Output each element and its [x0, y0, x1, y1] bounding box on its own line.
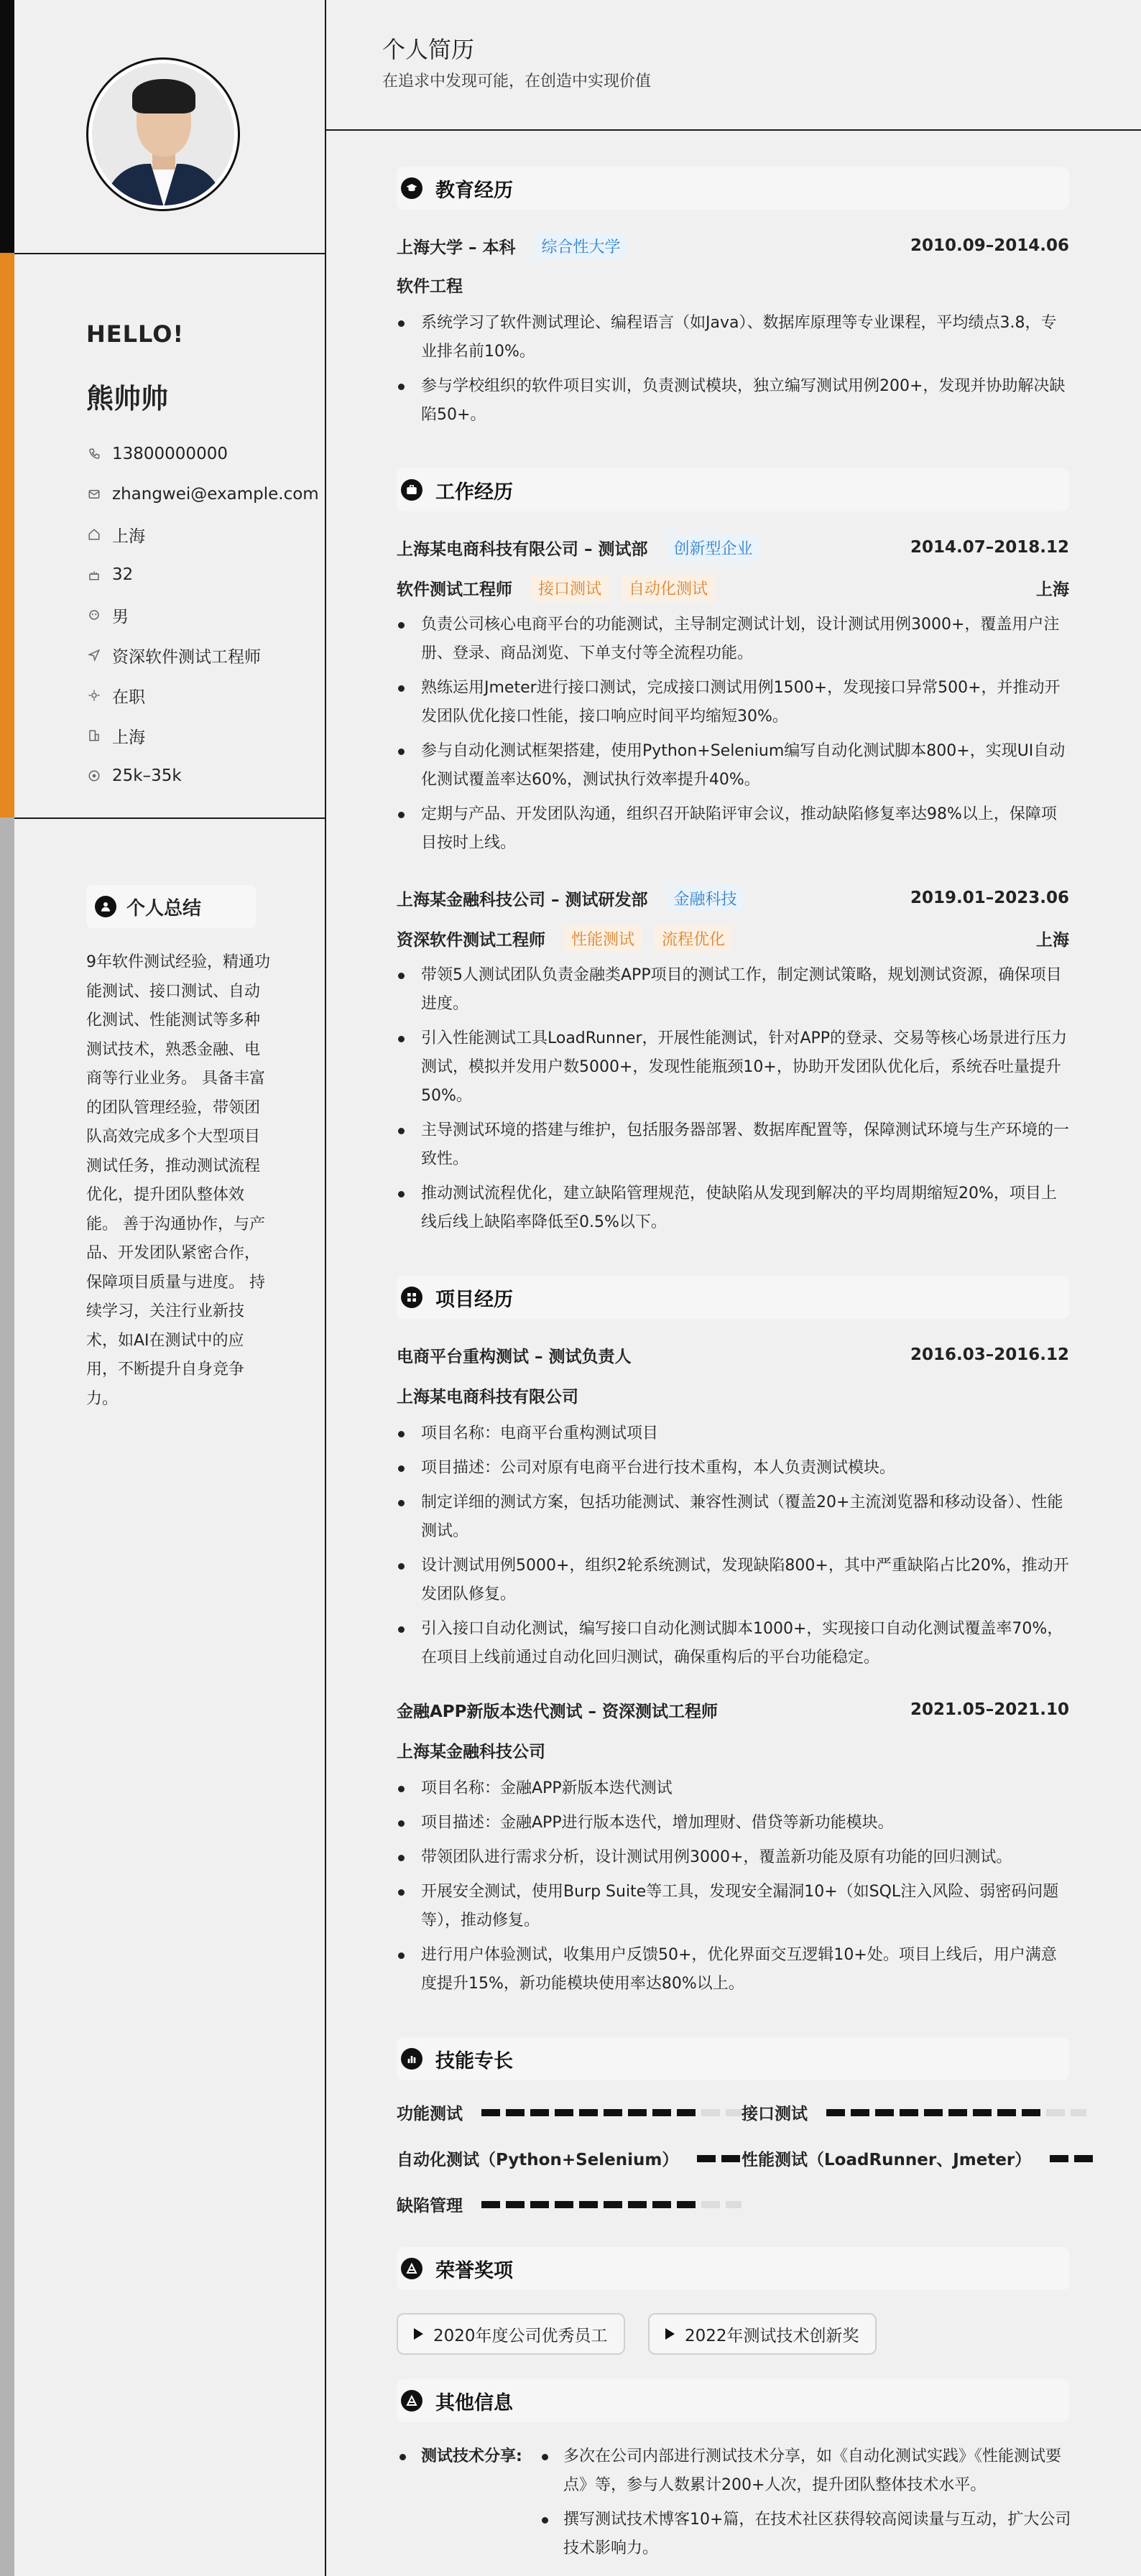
job-1-skill-tag-2: 自动化测试 [622, 575, 715, 601]
skill-item [742, 2146, 1099, 2170]
skill-segment [481, 2201, 500, 2208]
education-bullets [397, 309, 1072, 435]
job-2-role: 资深软件测试工程师 [397, 930, 545, 950]
grid-icon [401, 1287, 422, 1308]
skill-segment [555, 2109, 573, 2116]
list-item: 系统学习了软件测试理论、编程语言（如Java）、数据库原理等专业课程，平均绩点3.8，专业排名前10%。 [397, 309, 1072, 366]
page-subtitle: 在追求中发现可能，在创造中实现价值 [382, 73, 652, 91]
job-1-role-row [397, 573, 1069, 602]
bar-chart-icon [401, 2048, 422, 2070]
skill-segment [924, 2109, 943, 2116]
salary-icon [86, 768, 102, 784]
skill-segment [652, 2201, 671, 2208]
skill-segment [1050, 2155, 1068, 2162]
project-2-company-row [397, 1737, 1069, 1763]
contact-phone-text: 13800000000 [112, 445, 228, 463]
skill-segment [900, 2109, 918, 2116]
skill-name: 功能测试 [397, 2105, 463, 2123]
skill-segment [628, 2109, 647, 2116]
skill-bar [697, 2155, 746, 2162]
education-period: 2010.09–2014.06 [910, 236, 1069, 255]
briefcase-icon [401, 479, 422, 501]
job-2-skill-tag-1: 性能测试 [564, 925, 642, 952]
award-item [397, 2313, 625, 2355]
skill-name: 性能测试（LoadRunner、Jmeter） [742, 2151, 1032, 2169]
skill-segment [826, 2109, 845, 2116]
job-1-row [397, 533, 1069, 562]
project-2-bullets [397, 1774, 1072, 2004]
job-2-role-row [397, 924, 1069, 953]
avatar [86, 57, 240, 211]
project-2-row [397, 1697, 1069, 1723]
home-icon [86, 527, 102, 542]
mail-icon [86, 486, 102, 502]
skills-title: 技能专长 [435, 2049, 513, 2072]
list-item: 定期与产品、开发团队沟通，组织召开缺陷评审会议，推动缺陷修复率达98%以上，保障项目按时上线。 [397, 800, 1072, 858]
skill-segment [948, 2109, 967, 2116]
project-1-row [397, 1342, 1069, 1368]
play-triangle-icon [414, 2328, 423, 2340]
skill-segment [481, 2109, 500, 2116]
summary-title: 个人总结 [126, 897, 202, 919]
award-item [648, 2313, 877, 2355]
contact-status [86, 675, 319, 715]
project-2-name: 金融APP新版本迭代测试 – 资深测试工程师 [397, 1702, 719, 1721]
gender-icon [86, 607, 102, 623]
skill-segment [697, 2155, 716, 2162]
education-school: 上海大学 – 本科 [397, 238, 516, 257]
sidebar [14, 0, 326, 2576]
list-item: 引入性能测试工具LoadRunner，开展性能测试，针对APP的登录、交易等核心场景进行压力测试，模拟并发用户数5000+，发现性能瓶颈10+，协助开发团队优化后，系统吞吐量提升50%。 [397, 1024, 1072, 1111]
contact-email [86, 474, 319, 514]
education-title: 教育经历 [435, 179, 513, 202]
project-1-name: 电商平台重构测试 – 测试负责人 [397, 1347, 632, 1366]
list-item: 进行用户体验测试，收集用户反馈50+，优化界面交互逻辑10+处。项目上线后，用户满意度提升15%，新功能模块使用率达80%以上。 [397, 1941, 1072, 1998]
list-item: 参与自动化测试框架搭建，使用Python+Selenium编写自动化测试脚本800+，实现UI自动化测试覆盖率达60%，测试执行效率提升40%。 [397, 737, 1072, 794]
other-label: 测试技术分享: [421, 2447, 522, 2465]
project-1-company: 上海某电商科技有限公司 [397, 1387, 578, 1407]
award-icon [401, 2258, 422, 2279]
header-divider [326, 129, 1141, 131]
list-item: 参与学校组织的软件项目实训，负责测试模块，独立编写测试用例200+，发现并协助解决缺陷50+。 [397, 372, 1072, 430]
skill-segment [628, 2201, 647, 2208]
skill-segment [506, 2201, 525, 2208]
job-1-company: 上海某电商科技有限公司 – 测试部 [397, 539, 648, 559]
job-1-role: 软件测试工程师 [397, 580, 512, 599]
person-name: 熊帅帅 [86, 383, 169, 414]
summary-text: 9年软件测试经验，精通功能测试、接口测试、自动化测试、性能测试等多种测试技术，熟悉金融、电商等行业业务。 具备丰富的团队管理经验，带领团队高效完成多个大型项目测试任务，推动测试流程优化，提升团队整体效能。 善于沟通协作，与产品、开发团队紧密合作，保障项目质量与进度。 持续学习，关注行业新技术，如AI在测试中的应用，不断提升自身竞争力。 [86, 953, 270, 1408]
skill-segment [701, 2109, 720, 2116]
awards-section-heading [397, 2247, 1069, 2290]
work-title: 工作经历 [435, 481, 513, 504]
sidebar-divider-2 [14, 817, 326, 819]
skill-item [397, 2100, 747, 2124]
contact-salary [86, 756, 319, 796]
skill-segment [1074, 2155, 1093, 2162]
contact-position [86, 635, 319, 675]
list-item: 带领团队进行需求分析，设计测试用例3000+，覆盖新功能及原有功能的回归测试。 [397, 1843, 1072, 1872]
skill-bar [1050, 2155, 1099, 2162]
awards-title: 荣誉奖项 [435, 2259, 513, 2282]
list-item: 主导测试环境的搭建与维护，包括服务器部署、数据库配置等，保障测试环境与生产环境的一致性。 [397, 1116, 1072, 1174]
project-1-bullets [397, 1419, 1072, 1678]
award-label: 2020年度公司优秀员工 [433, 2326, 608, 2345]
skill-segment [973, 2109, 992, 2116]
job-2-company: 上海某金融科技公司 – 测试研发部 [397, 890, 648, 909]
skills-section-heading [397, 2037, 1069, 2080]
job-2-skill-tag-2: 流程优化 [655, 925, 732, 952]
sidebar-divider [14, 253, 326, 254]
project-1-company-row [397, 1382, 1069, 1408]
color-strip-top [0, 0, 14, 253]
list-item: 带领5人测试团队负责金融类APP项目的测试工作，制定测试策略，规划测试资源，确保项目进度。 [397, 961, 1072, 1019]
skill-segment [677, 2109, 696, 2116]
bullet-dot [399, 2454, 406, 2460]
page-title: 个人简历 [382, 36, 475, 63]
education-section-heading [397, 167, 1069, 210]
skill-segment [851, 2109, 869, 2116]
status-icon [86, 687, 102, 703]
skill-segment [604, 2109, 622, 2116]
list-item: 多次在公司内部进行测试技术分享，如《自动化测试实践》《性能测试要点》等，参与人数累计200+人次，提升团队整体技术水平。 [540, 2442, 1072, 2500]
other-bullets [540, 2442, 1072, 2569]
other-title: 其他信息 [435, 2391, 513, 2414]
skill-bar [826, 2109, 1092, 2116]
other-section-heading [397, 2379, 1069, 2422]
contact-city-text: 上海 [112, 527, 145, 546]
education-row [397, 233, 1069, 259]
contact-city [86, 514, 319, 555]
skill-segment [721, 2155, 740, 2162]
skill-segment [604, 2201, 622, 2208]
skill-name: 接口测试 [742, 2105, 808, 2123]
projects-title: 项目经历 [435, 1288, 513, 1311]
contact-gender-text: 男 [112, 607, 129, 626]
list-item: 项目描述：公司对原有电商平台进行技术重构，本人负责测试模块。 [397, 1454, 1072, 1483]
send-icon [86, 647, 102, 663]
skill-segment [726, 2109, 742, 2116]
project-2-period: 2021.05–2021.10 [910, 1700, 1069, 1719]
contact-age [86, 555, 319, 595]
skill-name: 缺陷管理 [397, 2197, 463, 2215]
play-triangle-icon [665, 2328, 675, 2340]
list-item: 项目名称：电商平台重构测试项目 [397, 1419, 1072, 1448]
contact-status-text: 在职 [112, 687, 145, 707]
list-item: 引入接口自动化测试，编写接口自动化测试脚本1000+，实现接口自动化测试覆盖率70%，在项目上线前通过自动化回归测试，确保重构后的平台功能稳定。 [397, 1615, 1072, 1672]
skill-name: 自动化测试（Python+Selenium） [397, 2151, 679, 2169]
job-2-period: 2019.01–2023.06 [910, 889, 1069, 907]
skill-segment [652, 2109, 671, 2116]
skill-bar [481, 2109, 747, 2116]
info-icon [401, 2390, 422, 2411]
skill-segment [726, 2201, 742, 2208]
job-2-location: 上海 [1036, 930, 1069, 950]
skill-segment [1071, 2109, 1086, 2116]
skill-item [397, 2192, 747, 2216]
award-label: 2022年测试技术创新奖 [685, 2326, 859, 2345]
project-2-company: 上海某金融科技公司 [397, 1742, 545, 1761]
skill-segment [579, 2109, 598, 2116]
phone-icon [86, 446, 102, 462]
skill-segment [555, 2201, 573, 2208]
skill-segment [1022, 2109, 1040, 2116]
job-1-location: 上海 [1036, 580, 1069, 599]
color-strip-middle [0, 253, 14, 817]
avatar-photo [92, 63, 234, 205]
contact-salary-text: 25k–35k [112, 766, 182, 785]
job-1-tag: 创新型企业 [667, 534, 760, 561]
list-item: 开展安全测试，使用Burp Suite等工具，发现安全漏洞10+（如SQL注入风险、弱密码问题等），推动修复。 [397, 1878, 1072, 1935]
graduation-cap-icon [401, 177, 422, 199]
contact-email-text: zhangwei@example.com [112, 485, 319, 504]
education-tag: 综合性大学 [535, 233, 628, 259]
age-icon [86, 567, 102, 583]
job-1-period: 2014.07–2018.12 [910, 538, 1069, 557]
hello-heading: HELLO! [86, 320, 185, 348]
skill-bar [481, 2201, 747, 2208]
contact-list [86, 434, 319, 796]
skill-segment [506, 2109, 525, 2116]
contact-position-text: 资深软件测试工程师 [112, 647, 261, 667]
job-2-tag: 金融科技 [667, 885, 744, 912]
skill-segment [1046, 2109, 1065, 2116]
list-item: 项目名称：金融APP新版本迭代测试 [397, 1774, 1072, 1803]
user-icon [95, 896, 116, 917]
skill-segment [677, 2201, 696, 2208]
skill-segment [701, 2201, 720, 2208]
list-item: 项目描述：金融APP进行版本迭代，增加理财、借贷等新功能模块。 [397, 1809, 1072, 1838]
building-icon [86, 728, 102, 743]
contact-work-city [86, 715, 319, 756]
job-1-bullets [397, 611, 1072, 863]
contact-gender [86, 595, 319, 635]
contact-work-city-text: 上海 [112, 728, 145, 747]
skill-segment [530, 2109, 549, 2116]
list-item: 制定详细的测试方案，包括功能测试、兼容性测试（覆盖20+主流浏览器和移动设备）、性能测试。 [397, 1488, 1072, 1546]
project-1-period: 2016.03–2016.12 [910, 1345, 1069, 1364]
skill-item [742, 2100, 1092, 2124]
education-major: 软件工程 [397, 277, 463, 296]
contact-phone [86, 434, 319, 474]
job-2-row [397, 884, 1069, 912]
skill-segment [530, 2201, 549, 2208]
education-major-row [397, 272, 1069, 297]
job-2-bullets [397, 961, 1072, 1243]
list-item: 推动测试流程优化，建立缺陷管理规范，使缺陷从发现到解决的平均周期缩短20%，项目上线后线上缺陷率降低至0.5%以下。 [397, 1180, 1072, 1237]
job-1-skill-tag-1: 接口测试 [531, 575, 609, 601]
skill-segment [997, 2109, 1016, 2116]
summary-heading [86, 885, 256, 928]
work-section-heading [397, 468, 1069, 511]
list-item: 设计测试用例5000+，组织2轮系统测试，发现缺陷800+，其中严重缺陷占比20%，推动开发团队修复。 [397, 1552, 1072, 1609]
list-item: 负责公司核心电商平台的功能测试，主导制定测试计划，设计测试用例3000+，覆盖用户注册、登录、商品浏览、下单支付等全流程功能。 [397, 611, 1072, 668]
contact-age-text: 32 [112, 565, 134, 584]
skill-segment [579, 2201, 598, 2208]
projects-section-heading [397, 1276, 1069, 1319]
skill-segment [875, 2109, 894, 2116]
list-item: 撰写测试技术博客10+篇，在技术社区获得较高阅读量与互动，扩大公司技术影响力。 [540, 2506, 1072, 2563]
list-item: 熟练运用Jmeter进行接口测试，完成接口测试用例1500+，发现接口异常500+，并推动开发团队优化接口性能，接口响应时间平均缩短30%。 [397, 674, 1072, 731]
skill-item [397, 2146, 746, 2170]
color-strip-bottom [0, 817, 14, 2576]
